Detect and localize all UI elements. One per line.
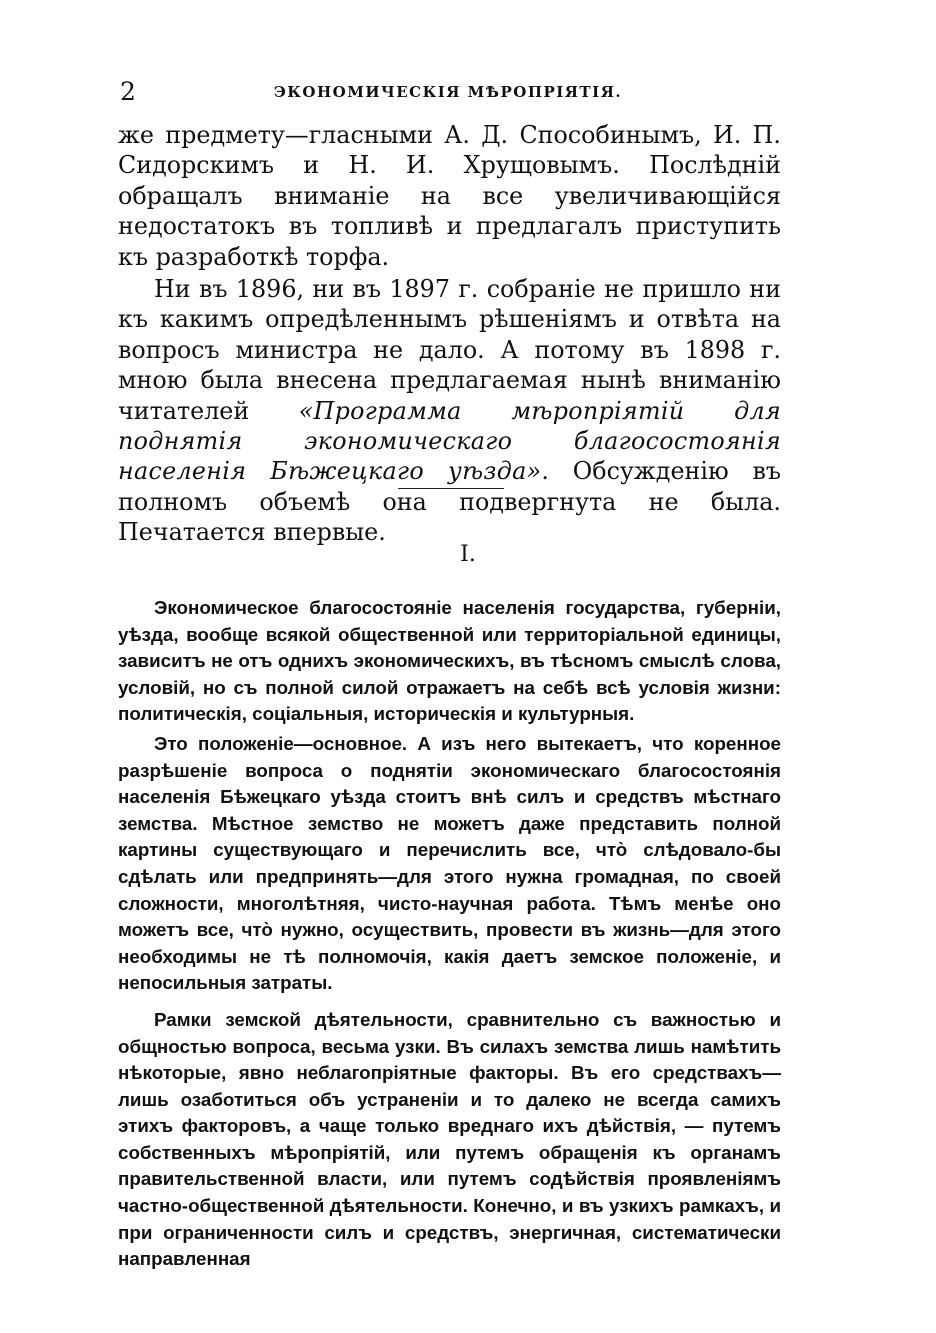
intro-paragraph-1: же предмету—гласными А. Д. Способинымъ, И. П. Сидорскимъ и Н. И. Хрущовымъ. Послѣдній обращалъ вниманіе на все увеличивающійся недостатокъ въ топливѣ и предлагалъ приступить къ разработкѣ торфа. (118, 121, 781, 271)
page-header (118, 78, 778, 106)
body-paragraph-3: Рамки земской дѣятельности, сравнительно съ важностью и общностью вопроса, весьма узки. Въ силахъ земства лишь намѣтить нѣкоторые, явно неблагопріятные факторы. Въ его средствахъ—лишь озаботиться объ устраненіи и то далеко не всегда самихъ этихъ факторовъ, а чаще только вреднаго ихъ дѣйствія, — путемъ собственныхъ мѣропріятій, или путемъ обращенія къ органамъ правительственной власти, или путемъ содѣйствія проявленіямъ частно-общественной дѣятельности. Конечно, и въ узкихъ рамкахъ, и при ограниченности силъ и средствъ, энергичная, систематически направленная (118, 1008, 781, 1270)
intro-paragraph-2-end: . Обсужденію въ полномъ объемѣ она подвергнута не была. Печатается впервые. (118, 457, 781, 547)
program-title: «Программа мѣропріятій для поднятія экономическаго благосостоянія населенія Бѣжецкаго уѣзда» (118, 396, 781, 486)
body-paragraph-1: Экономическое благосостояніе населенія государства, губерніи, уѣзда, вообще всякой общественной или территоріальной единицы, зависитъ не отъ однихъ экономическихъ, въ тѣсномъ смыслѣ слова, условій, но съ полной силой отражаетъ на себѣ всѣ условія жизни: политическія, соціальныя, историческія и культурныя. (118, 597, 781, 725)
intro-paragraph-2 (118, 274, 781, 548)
section-body (118, 595, 781, 1273)
intro-text (118, 120, 781, 548)
section-divider (398, 488, 504, 489)
intro-paragraph-2-text: Ни въ 1896, ни въ 1897 г. собраніе не пришло ни къ какимъ опредѣленнымъ рѣшеніямъ и отвѣта на вопросъ министра не дало. А потому въ 1898 г. мною была внесена предлагаемая нынѣ вниманію читателей (118, 275, 781, 425)
section-numeral: I. (460, 542, 476, 567)
body-paragraph-2: Это положеніе—основное. А изъ него вытекаетъ, что коренное разрѣшеніе вопроса о поднятіи экономическаго благосостоянія населенія Бѣжецкаго уѣзда стоитъ внѣ силъ и средствъ мѣстнаго земства. Мѣстное земство не можетъ даже представить полной картины существующаго и перечислить все, что̀ слѣдовало-бы сдѣлать или предпринять—для этого нужна громадная, по своей сложности, многолѣтняя, чисто-научная работа. Тѣмъ менѣе оно можетъ все, что̀ нужно, осуществить, провести въ жизнь—для этого необходимы не тѣ полномочія, какія даетъ земское положеніе, и непосильныя затраты. (118, 732, 781, 994)
running-title: ЭКОНОМИЧЕСКІЯ МѢРОПРІЯТІЯ. (273, 83, 623, 101)
page-number: 2 (120, 77, 136, 106)
